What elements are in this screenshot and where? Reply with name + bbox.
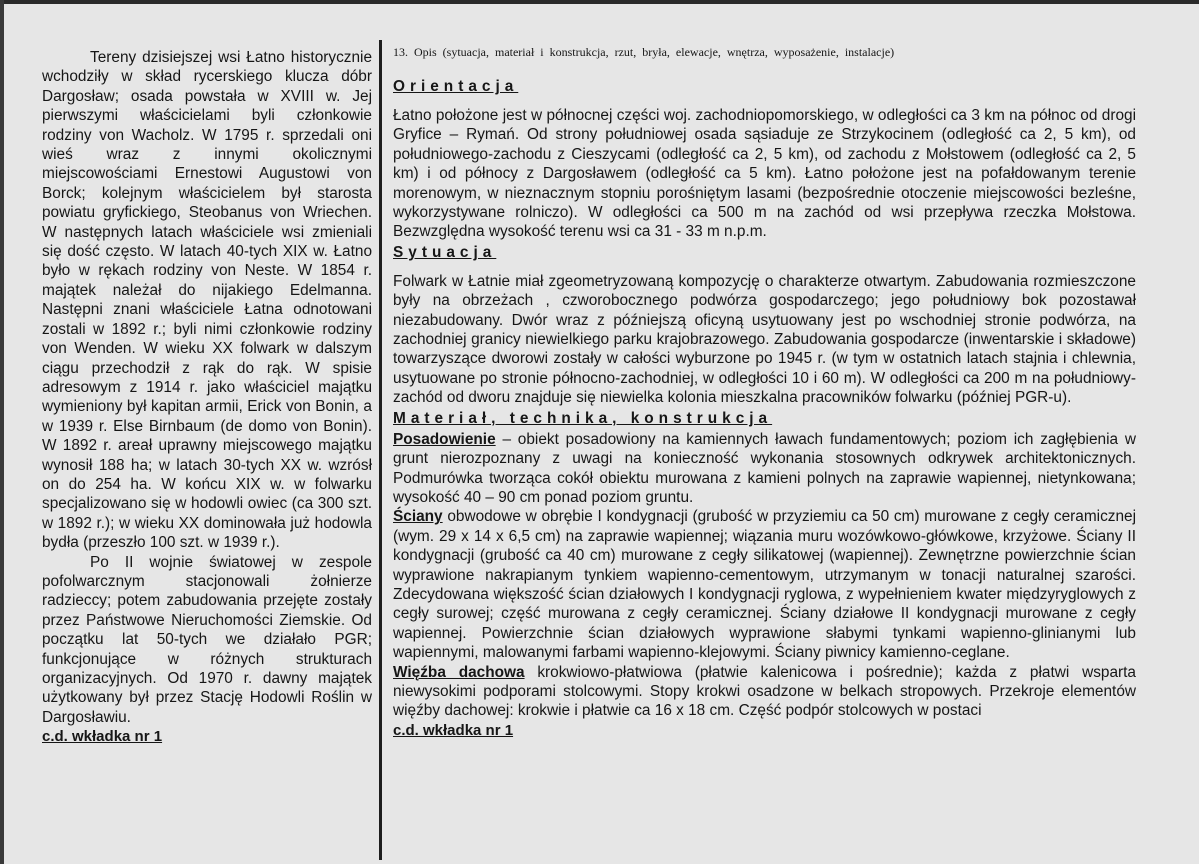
term-posadowienie: Posadowienie [393, 430, 496, 448]
wiezba-body: krokwiowo-płatwiowa (płatwie kalenicowa i pośrednie); każda z płatwi wsparta niewysokimi podporami stolcowymi. Stopy krokwi osadzone w belkach stropowych. Przekroje elementów więźby dachowej: krokwie i płatwie ca 16 x 18 cm. Część podpór stolcowych w postaci [393, 663, 1136, 720]
continuation-note: c.d. wkładka nr 1 [42, 728, 163, 746]
heading-sytuacja: Sytuacja [393, 243, 497, 261]
posadowienie-body: – obiekt posadowiony na kamiennych ławach fundamentowych; poziom ich zagłębienia w grunt nierozpoznany z uwagi na konieczność wykonania stosownych odkrywek architektonicznych. Podmurówka tworząca cokół obiektu murowana z kamieni polnych na zaprawie wapiennej, nietynkowana; wysokość 40 – 90 cm ponad poziom gruntu. [393, 430, 1136, 506]
sciany-body: obwodowe w obrębie I kondygnacji (grubość w przyziemiu ca 50 cm) murowane z cegły ceramicznej (wym. 29 x 14 x 6,5 cm) na zaprawie wapiennej; wiązania muru wozówkowo-główkowe, krzyżowe. Ściany II kondygnacji (grubość ca 40 cm) murowane z cegły silikatowej (wapiennej). Zewnętrzne powierzchnie ścian wyprawione nakrapianym tynkiem wapienno-cementowym, utrzymanym w tonacji naturalnej szarości. Zdecydowana większość ścian działowych I kondygnacji ryglowa, z wypełnieniem kwater międzyryglowych z cegły surowej; część murowana z cegły ceramicznej. Ściany działowe II kondygnacji murowane z cegły wapiennej. Powierzchnie ścian działowych wyprawione słabymi tynkami wapienno-glinianymi lub wapiennymi, malowanymi farbami wapienno-klejowymi. Ściany piwnicy kamienno-ceglane. [393, 508, 1136, 662]
history-paragraph: Tereny dzisiejszej wsi Łatno historycznie wchodziły w skład rycerskiego klucza dóbr Dargosław; osada powstała w XVIII w. Jej pierwszymi właścicielami byli członkowie rodziny von Wacholz. W 1795 r. sprzedali oni wieś wraz z innymi okolicznymi miejscowościami Ernestowi Augustowi von Borck; kolejnym właścicielem był starosta powiatu gryfickiego, Steobanus von Wriechen. W następnych latach właściciele wsi zmieniali się dość często. W latach 40-tych XIX w. Łatno było w rękach rodziny von Neste. W 1854 r. majątek należał do nijakiego Edelmanna. Następni znani właściciele Łatna odnotowani zostali w 1892 r.; byli nimi członkowie rodziny von Wenden. W wieku XX folwark w dalszym ciągu przechodził z rąk do rąk. W spisie adresowym z 1914 r. jako właściciel majątku wymieniony był kapitan armii, Erick von Bonin, a w 1939 r. Else Birnbaum (de domo von Bonin). W 1892 r. areał uprawny miejscowego majątku wynosił 188 ha; w latach 30-tych XX w. wzrósł on do 254 ha. W końcu XIX w. w folwarku specjalizowano się w hodowli owiec (ca 300 szt. w 1892 r.); w wieku XX dominowała już hodowla bydła (przeszło 100 szt. w 1939 r.). [42, 49, 372, 552]
text-orientacja: Łatno położone jest w północnej części woj. zachodniopomorskiego, w odległości ca 3 km na północ od drogi Gryfice – Rymań. Od strony południowej osada sąsiaduje ze Strzykocinem (odległość ca 2, 5 km), od południowego-zachodu z Cieszycami (odległość ca 2, 5 km), od zachodu z Mołstowem (odległość ca 2, 5 km) i od północy z Dargosławem (odległość ca 5 km). Łatno położone jest na pofałdowanym terenie morenowym, w nieznacznym stopniu porośniętym lasami (bezpośrednie otoczenie miejscowości bezleśne, wykorzystywane rolniczo). W odległości ca 500 m na zachód od wsi przepływa rzeczka Mołstowa. Bezwzględna wysokość terenu wsi ca 31 - 33 m n.p.m. [393, 107, 1136, 241]
history-paragraph-postwar: Po II wojnie światowej w zespole pofolwarcznym stacjonowali żołnierze radzieccy; potem zabudowania przejęte zostały przez Państwowe Nieruchomości Ziemskie. Od początku lat 50-tych we działało PGR; funkcjonujące w różnych strukturach organizacyjnych. Od 1970 r. dawny majątek użytkowany był przez Stację Hodowli Roślin w Dargosławiu. [42, 553, 372, 726]
continuation-note-right: c.d. wkładka nr 1 [393, 721, 514, 739]
column-divider [379, 40, 382, 860]
text-sytuacja: Folwark w Łatnie miał zgeometryzowaną kompozycję o charakterze otwartym. Zabudowania rozmieszczone były na obrzeżach , czworobocznego podwórza gospodarczego; jego południowy bok pozostawał niezabudowany. Dwór wraz z późniejszą oficyną usytuowany jest po wschodniej stronie podwórza, na zachodniej granicy niewielkiego parku krajobrazowego. Zabudowania gospodarcze (inwentarskie i składowe) towarzyszące dworowi zostały w całości wyburzone po 1945 r. (w tym w ostatnich latach stajnia i chlewnia, usytuowane po stronie północno-zachodniej, w odległości 10 i 60 m). W odległości ca 200 m na południowy-zachód od dworu znajduje się niewielka kolonia mieszkalna pracowników folwarku (później PGR-u). [393, 272, 1136, 407]
text-posadowienie [393, 430, 1136, 508]
heading-orientacja: Orientacja [393, 78, 519, 95]
scan-border-left [0, 0, 4, 864]
text-sciany [393, 507, 1136, 662]
text-wiezba [393, 663, 1136, 721]
history-column [42, 48, 372, 747]
term-sciany: Ściany [393, 508, 443, 526]
term-wiezba: Więźba dachowa [393, 663, 525, 681]
scan-border-top [0, 0, 1199, 4]
section-header: 13. Opis (sytuacja, materiał i konstrukcja, rzut, bryła, elewacje, wnętrza, wyposażenie, instalacje) [393, 45, 895, 59]
description-column [393, 44, 1136, 740]
heading-material: Materiał, technika, konstrukcja [393, 409, 773, 427]
